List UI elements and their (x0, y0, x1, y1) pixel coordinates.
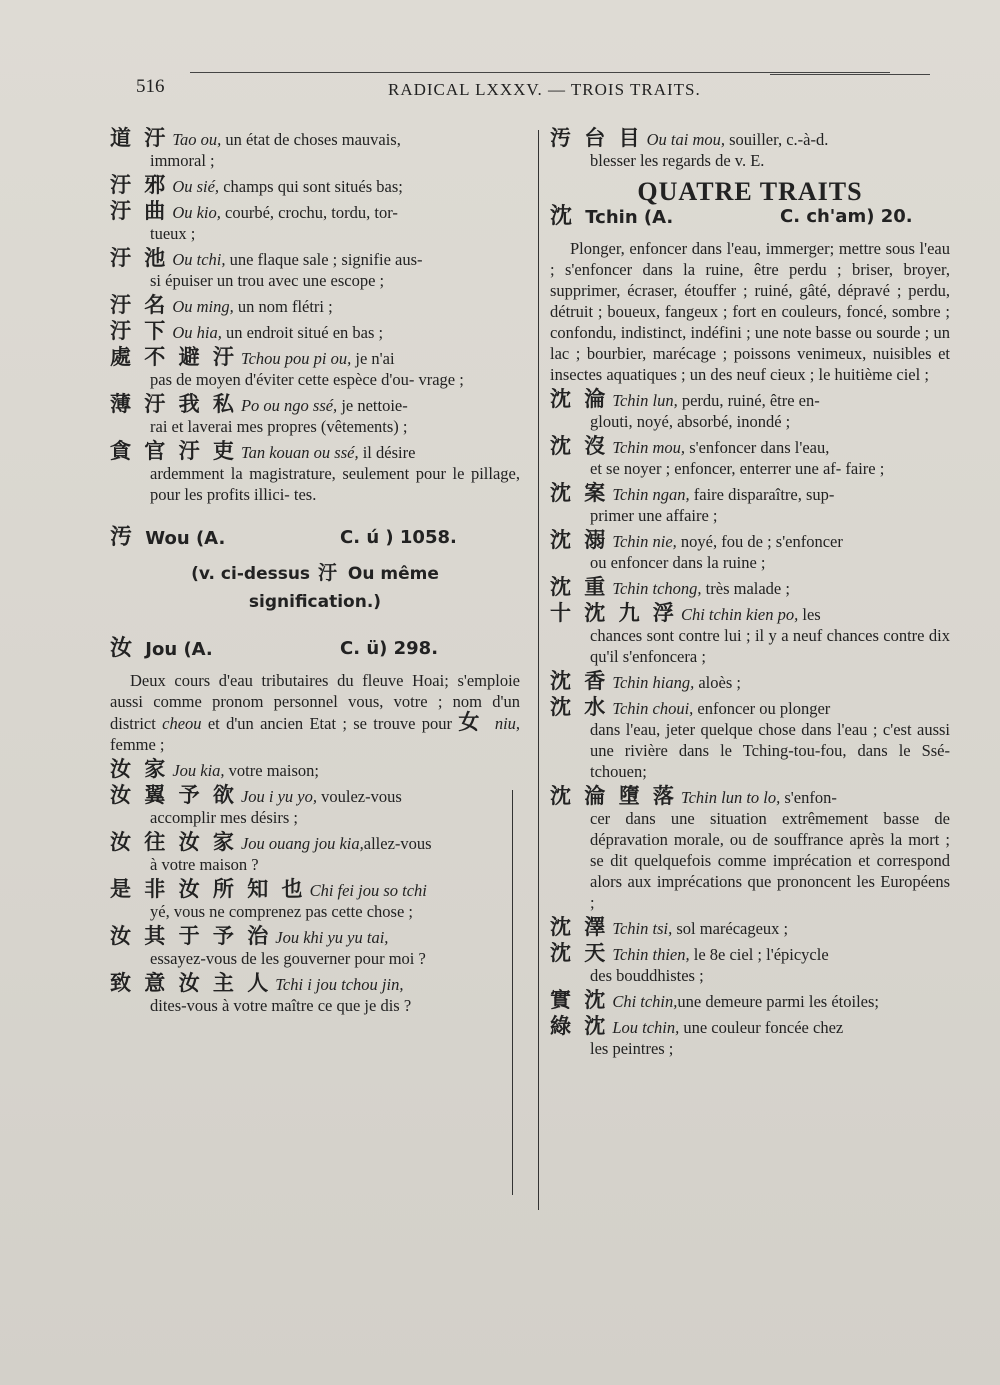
entry-text: voulez-vous (317, 787, 402, 806)
entry (550, 671, 950, 693)
entry-text: enfoncer ou plonger (693, 699, 831, 718)
entry-romanization: Tchin lun to lo, (680, 788, 781, 807)
entry (550, 990, 950, 1012)
entry-characters: 沈 沒 (550, 434, 609, 458)
entry-head-tchin (550, 206, 950, 232)
entry-continuation: si épuiser un trou avec une escope ; (150, 271, 385, 290)
entry-romanization: Tchou pou pi ou, (240, 349, 352, 368)
entry-characters: 沈 淪 墮 落 (550, 784, 677, 808)
definition-text: femme ; (110, 735, 165, 754)
head-romanization: Jou (A. (145, 639, 213, 660)
entry-romanization: Lou tchin, (612, 1018, 680, 1037)
head-character: 汚 (110, 525, 136, 550)
entry-characters: 汙 名 (110, 293, 169, 317)
entry-romanization: Po ou ngo ssé, (240, 396, 338, 415)
entry (550, 577, 950, 599)
left-column (110, 128, 520, 1020)
head-character: 沈 (550, 204, 576, 229)
entry-romanization: Ou ming, (172, 297, 234, 316)
entry-romanization: Tchi i jou tchou jin, (275, 975, 404, 994)
entry-characters: 汝 其 于 予 治 (110, 924, 272, 948)
entry-continuation: les peintres ; (590, 1039, 674, 1058)
entry (110, 321, 520, 343)
entry-characters: 汙 下 (110, 319, 169, 343)
entry-text: faire disparaître, sup- (689, 485, 835, 504)
entry-romanization: Chi fei jou so tchi (309, 881, 427, 900)
entry-continuation: cer dans une situation extrêmement basse de dépravation morale, ou de souffrance après la mort ; se dit quelquefois comme imprécation et correspond alors aux imprécations que prononcent les Européens ; (590, 809, 950, 912)
entry-text: une flaque sale ; signifie aus- (225, 250, 423, 269)
entry-text: s'enfon- (780, 788, 837, 807)
entry-continuation: à votre maison ? (150, 855, 259, 874)
entry-romanization: Tchin mou, (612, 438, 686, 457)
entry-romanization: Tchin tchong, (612, 579, 702, 598)
entry-text: noyé, fou de ; s'enfoncer (676, 532, 843, 551)
entry-characters: 汙 曲 (110, 199, 169, 223)
entry-characters: 道 汙 (110, 126, 169, 150)
entry-romanization: Tchin ngan, (612, 485, 690, 504)
entry-romanization: Tchin tsi, (612, 919, 673, 938)
entry-characters: 汝 家 (110, 757, 169, 781)
entry (110, 832, 520, 875)
entry-romanization: Ou kio, (172, 203, 221, 222)
running-title: RADICAL LXXXV. — TROIS TRAITS. (388, 80, 701, 99)
entry-text: allez-vous (363, 834, 432, 853)
entry-text: aloès ; (694, 673, 741, 692)
entry-continuation: tueux ; (150, 224, 196, 243)
entry (110, 394, 520, 437)
entry-characters: 處 不 避 汙 (110, 345, 237, 369)
entry-continuation: yé, vous ne comprenez pas cette chose ; (150, 902, 413, 921)
entry (550, 1016, 950, 1059)
entry-characters: 沈 天 (550, 941, 609, 965)
entry-romanization: Tan kouan ou ssé, (240, 443, 359, 462)
entry-characters: 沈 澤 (550, 915, 609, 939)
entry-continuation: pas de moyen d'éviter cette espèce d'ou- vrage ; (150, 370, 464, 389)
entry-romanization: Tchin lun, (612, 391, 678, 410)
note-character: 汙 (317, 562, 340, 584)
entry-continuation: primer une affaire ; (590, 506, 718, 525)
entry-text: votre maison; (224, 761, 319, 780)
entry (110, 295, 520, 317)
entry-continuation: essayez-vous de les gouverner pour moi ? (150, 949, 426, 968)
entry-romanization: Tchin hiang, (612, 673, 695, 692)
column-divider (538, 130, 539, 1210)
entry (110, 973, 520, 1016)
entry-romanization: Tchin choui, (612, 699, 694, 718)
entry-continuation: accomplir mes désirs ; (150, 808, 299, 827)
entry-text: je nettoie- (337, 396, 408, 415)
entry-continuation: dans l'eau, jeter quelque chose dans l'eau ; c'est aussi une rivière dans le Tching-tou-fou, dans le Ssé-tchouen; (590, 720, 950, 781)
entry-romanization: Chi tchin, (612, 992, 678, 1011)
entry-characters: 薄 汙 我 私 (110, 392, 237, 416)
entry-romanization: Ou sié, (172, 177, 220, 196)
entry-characters: 綠 沈 (550, 1014, 609, 1038)
entry-romanization: Ou tai mou, (646, 130, 725, 149)
definition-italic: cheou (162, 714, 202, 733)
section-title: QUATRE TRAITS (637, 177, 863, 206)
entry (110, 201, 520, 244)
entry-characters: 汙 邪 (110, 173, 169, 197)
entry-text: perdu, ruiné, être en- (677, 391, 820, 410)
entry-characters: 沈 重 (550, 575, 609, 599)
note-text: (v. ci-dessus (191, 564, 311, 584)
entry (550, 943, 950, 986)
entry-characters: 沈 水 (550, 695, 609, 719)
entry-text: je n'ai (351, 349, 395, 368)
entry (550, 389, 950, 432)
head-romanization: Wou (A. (145, 528, 226, 549)
entry-characters: 汙 池 (110, 246, 169, 270)
entry-text: les (798, 605, 821, 624)
entry-continuation: chances sont contre lui ; il y a neuf chances contre dix qu'il s'enfoncera ; (590, 626, 950, 666)
note-text: signification.) (248, 592, 382, 612)
entry-continuation: dites-vous à votre maître ce que je dis ? (150, 996, 412, 1015)
entry-characters: 沈 案 (550, 481, 609, 505)
definition-character: 女 (458, 710, 485, 734)
entry-romanization: Tchin thien, (612, 945, 690, 964)
entry-head-wou (110, 527, 520, 553)
entry-characters: 實 沈 (550, 988, 609, 1012)
entry-characters: 汝 翼 予 欲 (110, 783, 237, 807)
entry (550, 697, 950, 782)
entry-romanization: Tao ou, (172, 130, 222, 149)
entry-text: le 8e ciel ; l'épicycle (689, 945, 829, 964)
entry-continuation: blesser les regards de v. E. (590, 151, 765, 170)
entry-text: un endroit situé en bas ; (221, 323, 384, 342)
entry-text: courbé, crochu, tordu, tor- (220, 203, 398, 222)
entry (550, 436, 950, 479)
head-romanization: Tchin (A. (585, 207, 674, 228)
definition-text: Deux cours d'eau tributaires du fleuve Hoai; s'emploie aussi comme pronom personnel vous, votre ; nom d'un district (110, 671, 520, 733)
entry-characters: 汚 台 目 (550, 126, 643, 150)
entry-continuation: glouti, noyé, absorbé, inondé ; (590, 412, 791, 431)
entry-continuation: ou enfoncer dans la ruine ; (590, 553, 766, 572)
entry-characters: 十 沈 九 浮 (550, 601, 677, 625)
entry-text: souiller, c.-à-d. (725, 130, 829, 149)
entry-romanization: Chi tchin kien po, (680, 605, 799, 624)
definition-italic: niu, (494, 714, 521, 733)
entry-romanization: Jou kia, (172, 761, 225, 780)
entry (110, 926, 520, 969)
entry (110, 175, 520, 197)
entry (110, 441, 520, 505)
entry-text: très malade ; (701, 579, 790, 598)
right-column (550, 128, 950, 1063)
entry-text: champs qui sont situés bas; (219, 177, 403, 196)
wou-note (110, 559, 520, 616)
entry-text: il désire (358, 443, 416, 462)
entry-characters: 貪 官 汙 吏 (110, 439, 237, 463)
note-text: Ou même (347, 564, 439, 584)
head-character: 汝 (110, 636, 136, 661)
jou-definition (110, 670, 520, 755)
entry-text: une couleur foncée chez (679, 1018, 844, 1037)
entry (550, 603, 950, 667)
entry-romanization: Ou tchi, (172, 250, 226, 269)
entry-romanization: Tchin nie, (612, 532, 677, 551)
page-number: 516 (136, 76, 165, 97)
entry (550, 786, 950, 913)
entry (550, 917, 950, 939)
header-rule (190, 72, 890, 73)
definition-text: et d'un ancien Etat ; se trouve pour (207, 714, 452, 733)
header-rule-right (770, 74, 930, 75)
entry-romanization: Ou hia, (172, 323, 222, 342)
tchin-definition: Plonger, enfoncer dans l'eau, immerger; mettre sous l'eau ; s'enfoncer dans la ruine, être perdu ; briser, broyer, supprimer, écraser, étouffer ; ruiné, gâté, dépravé ; perdu, détruit ; boueux, fangeux ; fort en couleurs, foncé, sombre ; confondu, indistinct, indéfini ; une note basse ou sourde ; un lac ; bourbier, marécage ; poissons venimeux, nuisibles et insectes aquatiques ; un des neuf cieux ; le huitième ciel ; (550, 239, 950, 384)
entry (550, 128, 950, 171)
entry-characters: 汝 往 汝 家 (110, 830, 237, 854)
entry-romanization: Jou ouang jou kia, (240, 834, 364, 853)
entry (110, 879, 520, 922)
entry-continuation: et se noyer ; enfoncer, enterrer une af- faire ; (590, 459, 885, 478)
entry (110, 347, 520, 390)
page-header (130, 72, 930, 102)
entry-continuation: rai et laverai mes propres (vêtements) ; (150, 417, 408, 436)
entry-continuation: immoral ; (150, 151, 215, 170)
entry (110, 128, 520, 171)
entry (550, 530, 950, 573)
entry-head-jou (110, 638, 520, 664)
entry (110, 785, 520, 828)
entry-characters: 沈 淪 (550, 387, 609, 411)
entry-text: un nom flétri ; (233, 297, 333, 316)
entry (550, 483, 950, 526)
head-code: C. ü) 298. (340, 638, 439, 659)
entry-characters: 沈 香 (550, 669, 609, 693)
head-code: C. ch'am) 20. (780, 206, 913, 227)
head-code: C. ú ) 1058. (340, 527, 457, 548)
entry-text: s'enfoncer dans l'eau, (685, 438, 830, 457)
entry-text: sol marécageux ; (672, 919, 789, 938)
entry-romanization: Jou khi yu yu tai, (275, 928, 389, 947)
entry-characters: 是 非 汝 所 知 也 (110, 877, 306, 901)
entry-romanization: Jou i yu yo, (240, 787, 317, 806)
entry (110, 759, 520, 781)
entry (110, 248, 520, 291)
entry-text: un état de choses mauvais, (221, 130, 401, 149)
entry-text: une demeure parmi les étoiles; (677, 992, 879, 1011)
entry-continuation: des bouddhistes ; (590, 966, 704, 985)
entry-continuation: ardemment la magistrature, seulement pour le pillage, pour les profits illici- tes. (150, 464, 520, 504)
entry-characters: 沈 溺 (550, 528, 609, 552)
entry-characters: 致 意 汝 主 人 (110, 971, 272, 995)
